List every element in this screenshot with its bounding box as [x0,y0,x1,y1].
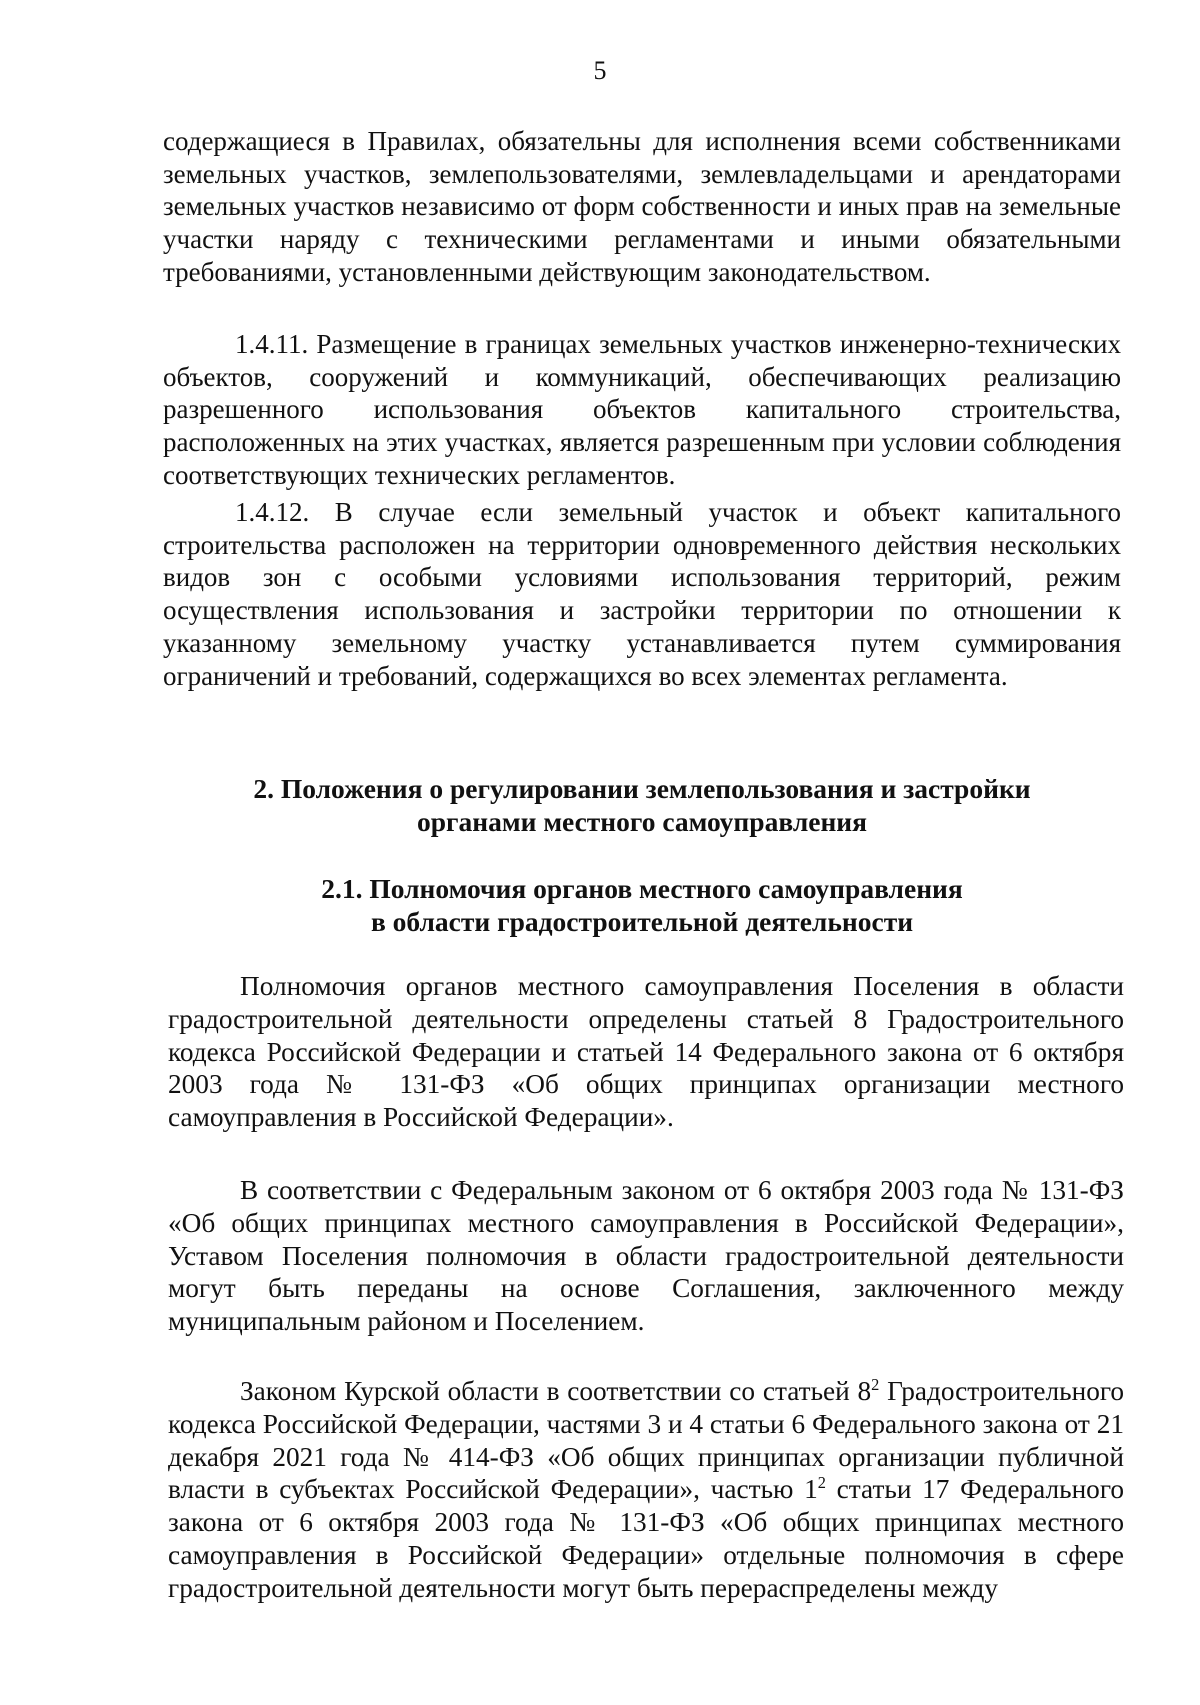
paragraph-text: 1.4.11. Размещение в границах земельных участков инженерно-технических объектов, сооружений и коммуникаций, обеспечивающих реализацию разрешенного использования объектов капитального строительства, расположенных на этих участках, является разрешенным при условии соблюдения соответствующих технических регламентов. [163,329,1121,490]
paragraph-1-4-12 [163,496,1121,692]
paragraph-agreement [168,1174,1124,1338]
section-2-heading [163,772,1121,838]
text-run: Градостроительного кодекса Российской Федерации, частями 3 и 4 статьи 6 Федерального закона от 21 декабря 2021 года № 414-ФЗ «Об общих принципах организации публичной власти в субъектах Российской Федерации», частью 1 [168,1376,1125,1505]
section-2-1-heading [163,872,1121,938]
paragraph-text: Полномочия органов местного самоуправления Поселения в области градостроительной деятельности определены статьей 8 Градостроительного кодекса Российской Федерации и статьей 14 Федерального закона от 6 октября 2003 года № 131-ФЗ «Об общих принципах организации местного самоуправления в Российской Федерации». [168,971,1124,1133]
paragraph-powers [168,970,1124,1134]
paragraph-text [168,1375,1124,1605]
superscript: 2 [871,1374,880,1394]
heading-line: в области градостроительной деятельности [370,906,914,937]
text-run: статьи 17 Федерального закона от 6 октября 2003 года № 131-ФЗ «Об общих принципах местного самоуправления в Российской Федерации» отдельные полномочия в сфере градостроительной деятельности могут быть перераспределены между [168,1474,1124,1603]
page-number: 5 [593,56,607,85]
heading-line: 2. Положения о регулировании землепользования и застройки [253,773,1031,804]
paragraph-text: В соответствии с Федеральным законом от 6 октября 2003 года № 131-ФЗ «Об общих принципах местного самоуправления в Российской Федерации», Уставом Поселения полномочия в области градостроительной деятельности могут быть переданы на основе Соглашения, заключенного между муниципальным районом и Поселением. [168,1175,1124,1337]
paragraph-kursk-law [168,1375,1124,1605]
heading-line: 2.1. Полномочия органов местного самоуправления [321,873,963,904]
superscript: 2 [817,1473,826,1493]
paragraph-1-4-11 [163,328,1121,492]
text-run: Законом Курской области в соответствии со статьей 8 [240,1376,872,1406]
heading-line: органами местного самоуправления [416,806,868,837]
paragraph-continuation [163,125,1121,289]
paragraph-text: содержащиеся в Правилах, обязательны для исполнения всеми собственниками земельных участков, землепользователями, землевладельцами и арендаторами земельных участков независимо от форм собственности и иных прав на земельные участки наряду с техническими регламентами и иными обязательными требованиями, установленными действующим законодательством. [163,126,1121,287]
paragraph-text: 1.4.12. В случае если земельный участок и объект капитального строительства расположен на территории одновременного действия нескольких видов зон с особыми условиями использования территорий, режим осуществления использования и застройки территории по отношении к указанному земельному участку устанавливается путем суммирования ограничений и требований, содержащихся во всех элементах регламента. [163,497,1121,691]
